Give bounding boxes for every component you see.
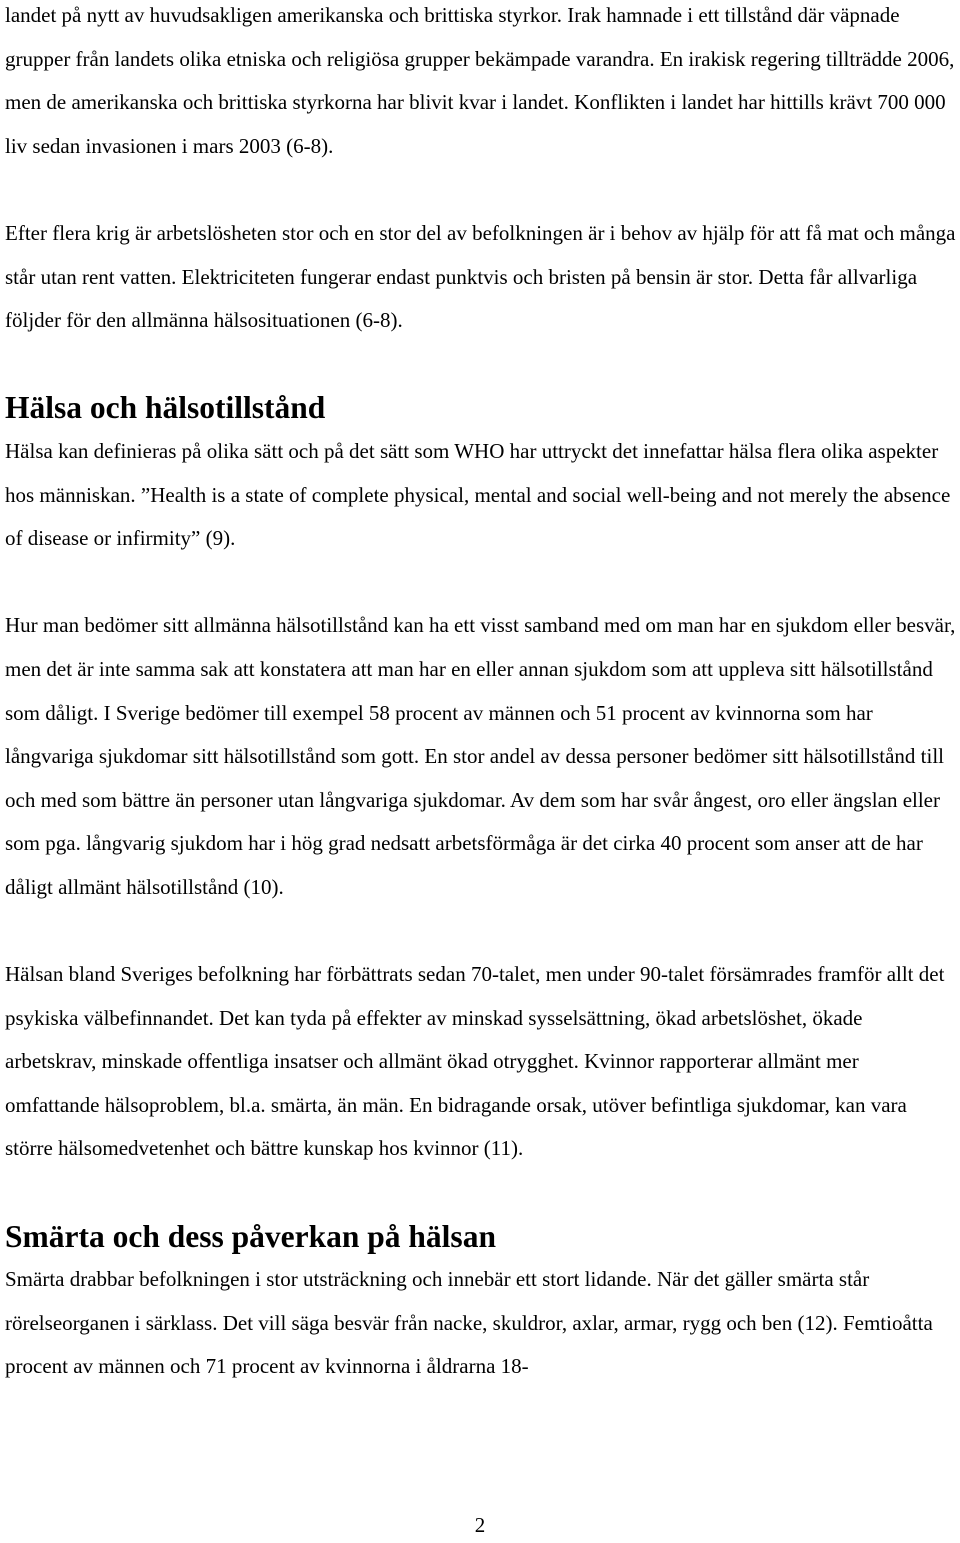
document-body [5,0,956,1389]
paragraph-spacer [5,1171,956,1215]
paragraph-spacer [5,561,956,605]
paragraph-who-definition: Hälsa kan definieras på olika sätt och på det sätt som WHO har uttryckt det innefattar hälsa flera olika aspekter hos människan. ”Health is a state of complete physical, mental and social well-being and not merely the absence of disease or infirmity” (9). [5,438,951,551]
paragraph-spacer [5,343,956,387]
paragraph-self-rated-health: Hur man bedömer sitt allmänna hälsotillstånd kan ha ett visst samband med om man har en sjukdom eller besvär, men det är inte samma sak att konstatera att man har en eller annan sjukdom som att uppleva sitt hälsotillstånd som dåligt. I Sverige bedömer till exempel 58 procent av männen och 51 procent av kvinnorna som har långvariga sjukdomar sitt hälsotillstånd som gott. En stor andel av dessa personer bedömer sitt hälsotillstånd till och med som bättre än personer utan långvariga sjukdomar. Av dem som har svår ångest, oro eller ängslan eller som pga. långvarig sjukdom har i hög grad nedsatt arbetsförmåga är det cirka 40 procent som anser att de har dåligt allmänt hälsotillstånd (10). [5,613,956,899]
section-heading-health: Hälsa och hälsotillstånd [5,390,326,426]
paragraph-spacer [5,909,956,953]
paragraph-iraq-conflict: landet på nytt av huvudsakligen amerikanska och brittiska styrkor. Irak hamnade i ett tillstånd där väpnade grupper från landets olika etniska och religiösa grupper bekämpade varandra. En irakisk regering tillträdde 2006, men de amerikanska och brittiska styrkorna har blivit kvar i landet. Konflikten i landet har hittills krävt 700 000 liv sedan invasionen i mars 2003 (6-8). [5,3,955,158]
paragraph-spacer [5,168,956,212]
paragraph-pain: Smärta drabbar befolkningen i stor utsträckning och innebär ett stort lidande. När det gäller smärta står rörelseorganen i särklass. Det vill säga besvär från nacke, skuldror, axlar, armar, rygg och ben (12). Femtioåtta procent av männen och 71 procent av kvinnorna i åldrarna 18- [5,1267,933,1379]
paragraph-unemployment: Efter flera krig är arbetslösheten stor och en stor del av befolkningen är i behov av hjälp för att få mat och många står utan rent vatten. Elektriciteten fungerar endast punktvis och bristen på bensin är stor. Detta får allvarliga följder för den allmänna hälsosituationen (6-8). [5,220,956,333]
section-heading-pain: Smärta och dess påverkan på hälsan [5,1218,496,1254]
paragraph-swedish-population-health: Hälsan bland Sveriges befolkning har förbättrats sedan 70-talet, men under 90-talet försämrades framför allt det psykiska välbefinnandet. Det kan tyda på effekter av minskad sysselsättning, ökad arbetslöshet, ökade arbetskrav, minskade offentliga insatser och allmänt ökad otrygghet. Kvinnor rapporterar allmänt mer omfattande hälsoproblem, bl.a. smärta, än män. En bidragande orsak, utöver befintliga sjukdomar, kan vara större hälsomedvetenhet och bättre kunskap hos kvinnor (11). [5,962,945,1161]
page-number: 2 [474,1513,486,1537]
